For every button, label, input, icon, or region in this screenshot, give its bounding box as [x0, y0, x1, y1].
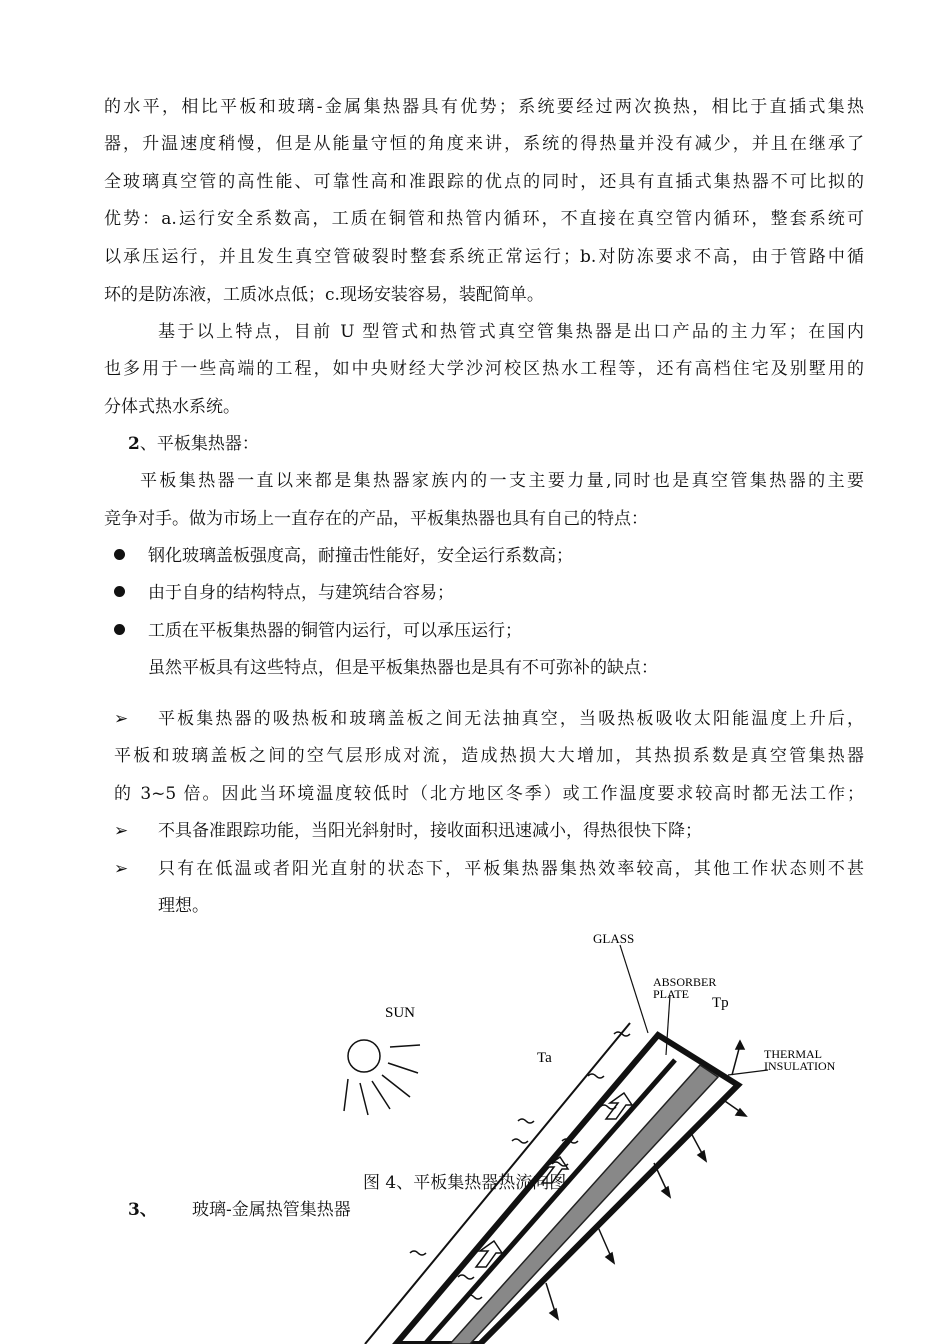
bullet-item: 工质在平板集热器的铜管内运行，可以承压运行；: [148, 621, 522, 641]
arrow-bullet-icon: ➢: [114, 821, 129, 841]
bullet-item: 钢化玻璃盖板强度高，耐撞击性能好，安全运行系数高；: [148, 546, 573, 566]
thermal-label-2: INSULATION: [764, 1059, 836, 1073]
bullet-item: 由于自身的结构特点，与建筑结合容易；: [148, 583, 454, 603]
section-title: 、平板集热器：: [139, 434, 259, 454]
glass-label: GLASS: [593, 931, 635, 946]
text-line: 也多用于一些高端的工程，如中央财经大学沙河校区热水工程等，还有高档住宅及别墅用的: [104, 359, 864, 379]
text-line: 分体式热水系统。: [104, 397, 240, 417]
text-line: 环的是防冻液，工质冰点低；c.现场安装容易，装配简单。: [104, 285, 544, 305]
figure-caption: 图 4、平板集热器热流向图: [363, 1173, 567, 1193]
section-2-heading: [128, 434, 428, 454]
arrow-bullet-icon: ➢: [114, 859, 129, 879]
text-line: 以承压运行，并且发生真空管破裂时整套系统正常运行；b.对防冻要求不高，由于管路中循: [104, 247, 864, 267]
absorber-label-2: PLATE: [653, 987, 689, 1001]
arrow-bullet-icon: ➢: [114, 709, 129, 729]
text-line: 基于以上特点，目前 U 型管式和热管式真空管集热器是出口产品的主力军；在国内: [158, 322, 864, 342]
bullet-dot-icon: [114, 586, 125, 597]
tp-label: Tp: [712, 995, 729, 1011]
text-line: 的 3~5 倍。因此当环境温度较低时（北方地区冬季）或工作温度要求较高时都无法工作；: [114, 784, 864, 804]
text-line: 的水平，相比平板和玻璃-金属集热器具有优势；系统要经过两次换热，相比于直插式集热: [104, 97, 864, 117]
insulation-fill: [450, 1065, 718, 1344]
flat-plate-collector-diagram: [330, 925, 870, 1344]
text-line: 竞争对手。做为市场上一直存在的产品，平板集热器也具有自己的特点：: [104, 509, 648, 529]
section-3-number: [128, 1200, 157, 1220]
ta-label: Ta: [537, 1050, 552, 1066]
text-line: 只有在低温或者阳光直射的状态下，平板集热器集热效率较高，其他工作状态则不甚: [158, 859, 864, 879]
thermal-label-1: THERMAL: [764, 1047, 822, 1061]
transition-sentence: 虽然平板具有这些特点，但是平板集热器也是具有不可弥补的缺点：: [148, 658, 658, 678]
text-line: 全玻璃真空管的高性能、可靠性高和准跟踪的优点的同时，还具有直插式集热器不可比拟的: [104, 172, 864, 192]
text-line: 平板和玻璃盖板之间的空气层形成对流，造成热损大大增加，其热损系数是真空管集热器: [114, 746, 864, 766]
text-line: 优势：a.运行安全系数高，工质在铜管和热管内循环，不直接在真空管内循环，整套系统可: [104, 209, 864, 229]
text-line: 不具备准跟踪功能，当阳光斜射时，接收面积迅速减小，得热很快下降；: [158, 821, 702, 841]
text-line: 平板集热器的吸热板和玻璃盖板之间无法抽真空，当吸热板吸收太阳能温度上升后，: [158, 709, 864, 729]
absorber-label-1: ABSORBER: [653, 975, 717, 989]
section-number: 3、: [128, 1200, 157, 1220]
bullet-dot-icon: [114, 624, 125, 635]
sun-icon: [344, 1040, 420, 1115]
text-line: 平板集热器一直以来都是集热器家族内的一支主要力量,同时也是真空管集热器的主要: [140, 471, 864, 491]
bullet-dot-icon: [114, 549, 125, 560]
section-number: 2: [128, 434, 140, 454]
sun-label: SUN: [385, 1005, 416, 1021]
text-line: 理想。: [158, 896, 209, 916]
absorber-plate-line: [425, 1060, 675, 1344]
section-3-title: 玻璃-金属热管集热器: [192, 1200, 351, 1220]
text-line: 器，升温速度稍慢，但是从能量守恒的角度来讲，系统的得热量并没有减少，并且在继承了: [104, 134, 864, 154]
